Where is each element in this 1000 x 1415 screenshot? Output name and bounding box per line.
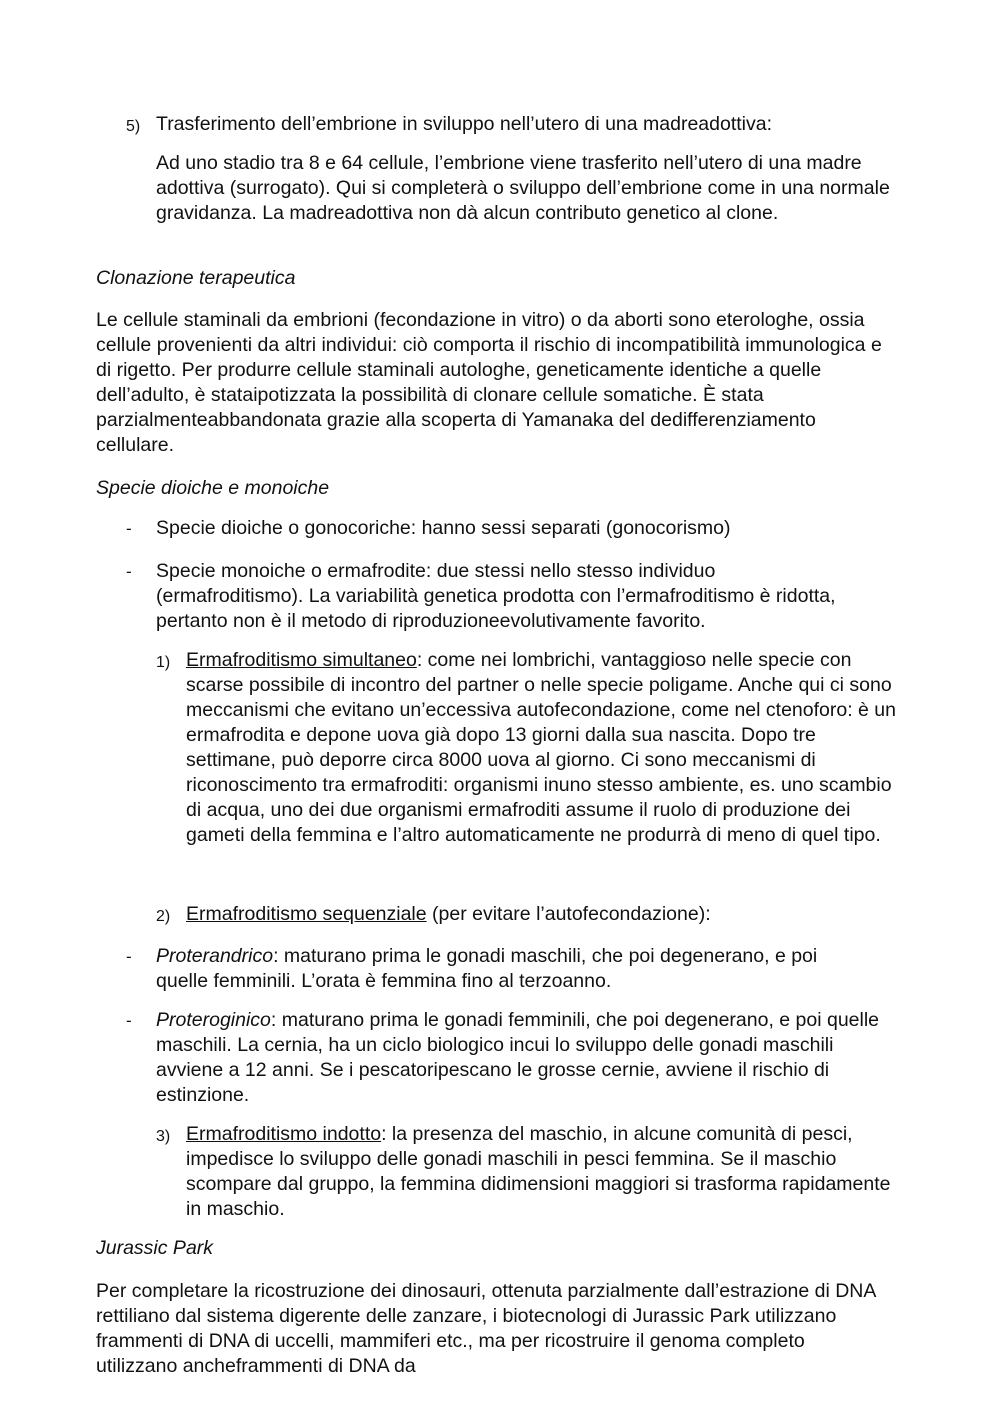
term-indotto: Ermafroditismo indotto	[186, 1123, 382, 1145]
paragraph-jurassic: Per completare la ricostruzione dei dinosauri, ottenuta parzialmente dall’estrazione di DNA rettiliano dal sistema digerente delle zanzare, i biotecnologi di Jurassic Park utilizzano frammenti di DNA di uccelli, mammiferi etc., ma per ricostruire il genoma completo utilizzano ancheframmenti di DNA da	[96, 1280, 876, 1377]
paragraph-clonazione: Le cellule staminali da embrioni (fecondazione in vitro) o da aborti sono eterologhe, ossia cellule provenienti da altri individui: ciò comporta il rischio di incompatibilità immunologica e di rigetto. Per produrre cellule staminali autologhe, geneticamente identiche a quelle dell’adulto, è stataipotizzata la possibilità di clonare cellule somatiche. È stata parzialmenteabbandonata grazie alla scoperta di Yamanaka del dedifferenziamento cellulare.	[96, 309, 882, 456]
proterandrico-text: : maturano prima le gonadi maschili, che poi degenerano, e poi quelle femminili. L’orata è femmina fino al terzoanno.	[156, 945, 818, 992]
term-sequenziale: Ermafroditismo sequenziale	[186, 903, 427, 925]
item-indotto-text: : la presenza del maschio, in alcune comunità di pesci, impedisce lo sviluppo delle gonadi maschili in pesci femmina. Se il maschio scompare dal gruppo, la femmina didimensioni maggiori si trasforma rapidamente in maschio.	[186, 1123, 891, 1220]
term-proterandrico: Proterandrico	[156, 945, 274, 967]
item-sequenziale	[186, 902, 898, 927]
item-number: 1)	[156, 654, 171, 671]
bullet-dioiche: Specie dioiche o gonocoriche: hanno sessi separati (gonocorismo)	[156, 517, 731, 539]
item-sequenziale-text: (per evitare l’autofecondazione):	[426, 903, 711, 925]
section-heading-jurassic: Jurassic Park	[96, 1237, 214, 1259]
item-simultaneo	[186, 648, 898, 848]
item-indotto	[186, 1122, 898, 1222]
item-number: 2)	[156, 908, 171, 925]
bullet-proterandrico	[156, 944, 871, 994]
item-number: 3)	[156, 1128, 171, 1145]
item-simultaneo-text: : come nei lombrichi, vantaggioso nelle specie con scarse possibile di incontro del partner o nelle specie poligame. Anche qui ci sono meccanismi che evitano un’eccessiva autofecondazione, come nel ctenoforo: è un ermafrodita e depone uova già dopo 13 giorni dalla sua nascita. Dopo tre settimane, può deporre circa 8000 uova al giorno. Ci sono meccanismi di riconoscimento tra ermafroditi: organismi inuno stesso ambiente, es. uno scambio di acqua, uno dei due organismi ermafroditi assume il ruolo di produzione dei gameti della femmina e l’altro automaticamente ne produrrà di meno di quel tipo.	[186, 649, 896, 846]
bullet-dash: -	[126, 562, 132, 581]
step-body: Ad uno stadio tra 8 e 64 cellule, l’embrione viene trasferito nell’utero di una madre adottiva (surrogato). Qui si completerà o sviluppo dell’embrione come in una normale gravidanza. La madreadottiva non dà alcun contributo genetico al clone.	[156, 152, 890, 224]
bullet-dash: -	[126, 1011, 132, 1030]
section-heading-specie: Specie dioiche e monoiche	[96, 477, 330, 499]
proteroginico-text: : maturano prima le gonadi femminili, che poi degenerano, e poi quelle maschili. La cernia, ha un ciclo biologico incui lo sviluppo delle gonadi maschili avviene a 12 anni. Se i pescatoripescano le grosse cernie, avviene il rischio di estinzione.	[156, 1009, 880, 1106]
bullet-dash: -	[126, 519, 132, 538]
term-proteroginico: Proteroginico	[156, 1009, 271, 1031]
bullet-proteroginico	[156, 1008, 881, 1108]
bullet-monoiche: Specie monoiche o ermafrodite: due stessi nello stesso individuo (ermafroditismo). La variabilità genetica prodotta con l’ermafroditismo è ridotta, pertanto non è il metodo di riproduzioneevolutivamente favorito.	[156, 560, 836, 632]
section-heading-clonazione: Clonazione terapeutica	[96, 267, 296, 289]
bullet-dash: -	[126, 947, 132, 966]
step-title: Trasferimento dell’embrione in sviluppo nell’utero di una madreadottiva:	[156, 113, 773, 135]
term-simultaneo: Ermafroditismo simultaneo	[186, 649, 417, 671]
step-number: 5)	[126, 118, 141, 135]
